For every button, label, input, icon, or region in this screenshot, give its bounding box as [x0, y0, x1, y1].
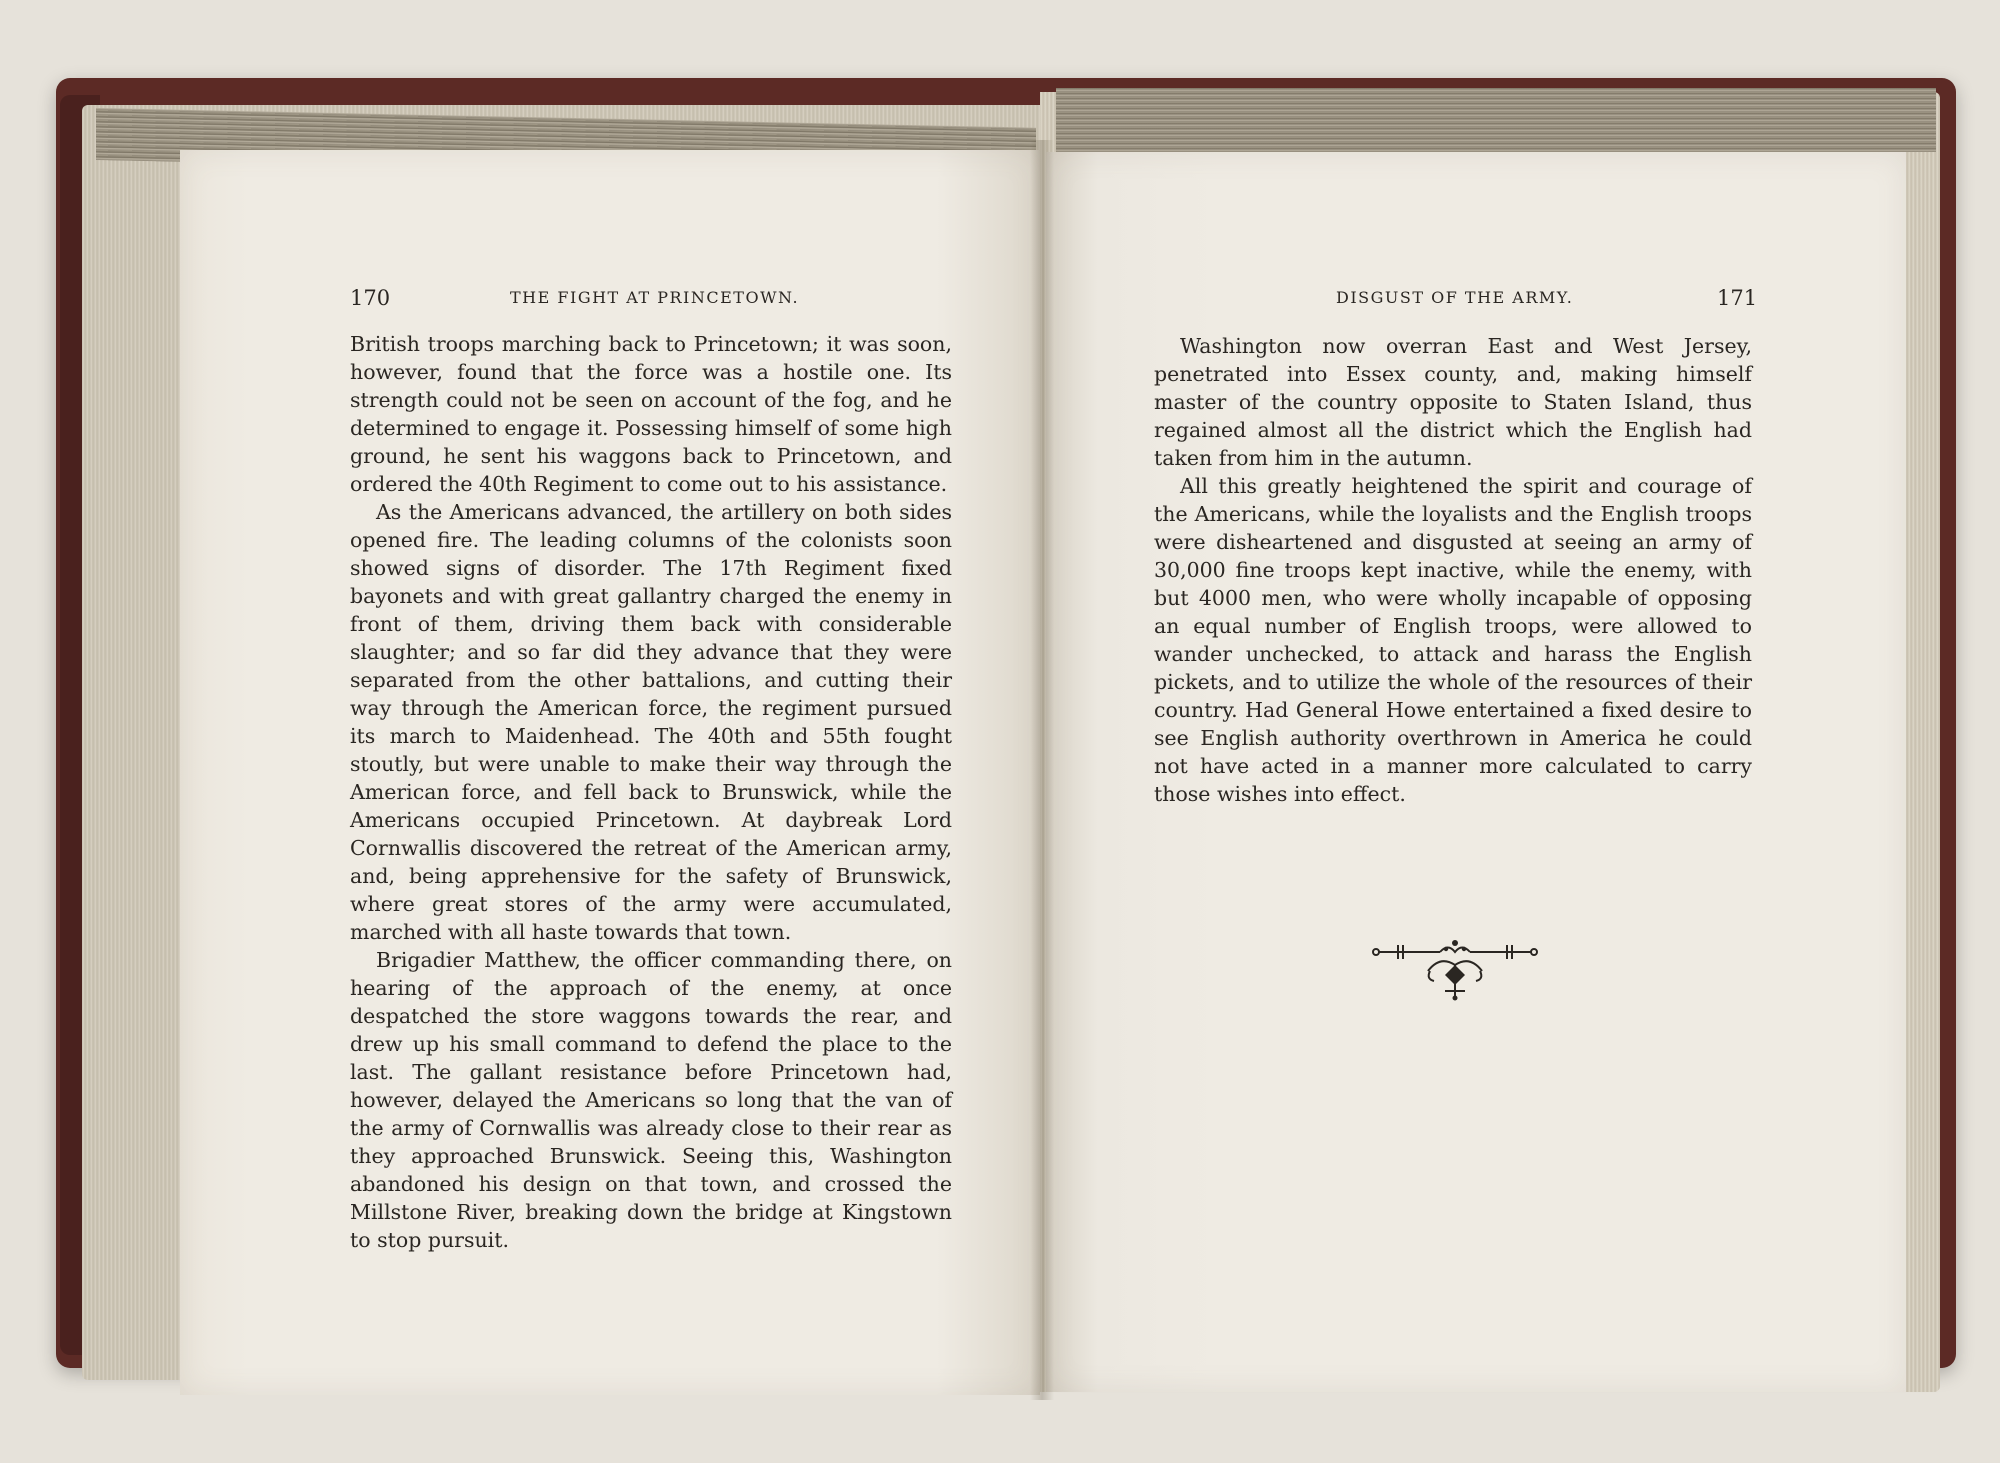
book-gutter — [1030, 140, 1054, 1400]
right-page-top-edge — [1056, 88, 1936, 152]
left-running-head: THE FIGHT AT PRINCETOWN. — [510, 288, 800, 307]
left-page-number: 170 — [350, 286, 391, 310]
fleuron-ornament-icon — [1370, 935, 1540, 1005]
left-paragraph-3: Brigadier Matthew, the officer commanding there, on hearing of the approach of the enemy, at once despatched the store waggons towards the rear, and drew up his small command to defend the place to the last. The gallant resistance before Princetown had, however, delayed the Americans so long that the van of the army of Cornwallis was already close to their rear as they approached Brunswick. Seeing this, Washington abandoned his design on that town, and crossed the Millstone River, breaking down the bridge at Kingstown to stop pursuit. — [350, 948, 952, 1252]
right-running-head: DISGUST OF THE ARMY. — [1336, 288, 1574, 307]
left-paragraph-1: British troops marching back to Princetown; it was soon, however, found that the force was a hostile one. Its strength could not be seen on account of the fog, and he determined to engage it. Possessing himself of some high ground, he sent his waggons back to Princetown, and ordered the 40th Regiment to come out to his assistance. — [350, 332, 952, 496]
right-page-number: 171 — [1717, 286, 1758, 310]
right-paragraph-2: All this greatly heightened the spirit and courage of the Americans, while the loyalists and the English troops were disheartened and disgusted at seeing an army of 30,000 fine troops kept inactive, while the enemy, with but 4000 men, who were wholly incapable of opposing an equal number of English troops, were allowed to wander unchecked, to attack and harass the English pickets, and to utilize the whole of the resources of their country. Had General Howe entertained a fixed desire to see English authority overthrown in America he could not have acted in a manner more calculated to carry those wishes into effect. — [1154, 474, 1752, 806]
right-page-body — [1154, 332, 1752, 808]
left-paragraph-2: As the Americans advanced, the artillery on both sides opened fire. The leading columns of the colonists soon showed signs of disorder. The 17th Regiment fixed bayonets and with great gallantry charged the enemy in front of them, driving them back with considerable slaughter; and so far did they advance that they were separated from the other battalions, and cutting their way through the American force, the regiment pursued its march to Maidenhead. The 40th and 55th fought stoutly, but were unable to make their way through the American force, and fell back to Brunswick, while the Americans occupied Princetown. At daybreak Lord Cornwallis discovered the retreat of the American army, and, being apprehensive for the safety of Brunswick, where great stores of the army were accumulated, marched with all haste towards that town. — [350, 500, 952, 944]
left-page-body — [350, 330, 952, 1254]
right-paragraph-1: Washington now overran East and West Jersey, penetrated into Essex county, and, making himself master of the country opposite to Staten Island, thus regained almost all the district which the English had taken from him in the autumn. — [1154, 334, 1752, 470]
